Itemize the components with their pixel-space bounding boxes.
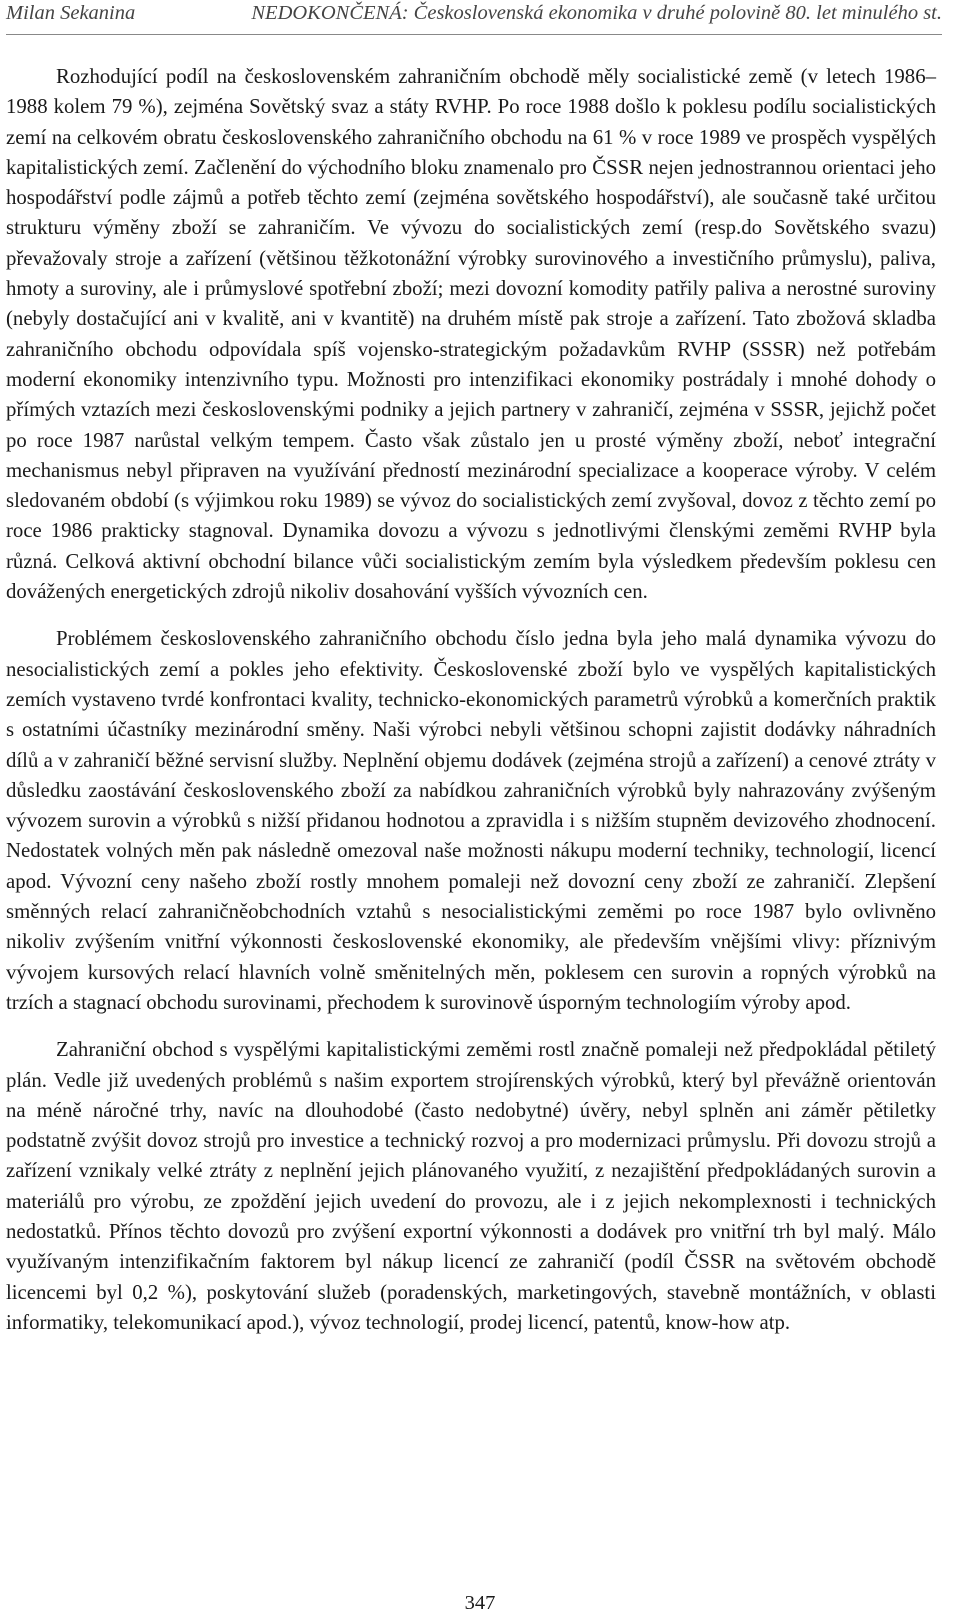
paragraph: Rozhodující podíl na československém zahraničním obchodě měly socialistické země (v letech 1986–1988 kolem 79 %), zejména Sovětský svaz a státy RVHP. Po roce 1988 došlo k poklesu podílu socialistických zemí na celkovém obratu československého zahraničního obchodu na 61 % v roce 1989 ve prospěch vyspělých kapitalistických zemí. Začlenění do východního bloku znamenalo pro ČSSR nejen jednostrannou orientaci jeho hospodářství podle zájmů a potřeb těchto zemí (zejména sovětského hospodářství), ale současně také určitou strukturu výměny zboží se zahraničím. Ve vývozu do socialistických zemí (resp.do Sovětského svazu) převažovaly stroje a zařízení (většinou těžkotonážní výrobky surovinového a investičního průmyslu), paliva, hmoty a suroviny, ale i průmyslové spotřební zboží; mezi dovozní komodity patřily paliva a nerostné suroviny (nebyly dostačující ani v kvalitě, ani v kvantitě) na druhém místě pak stroje a zařízení. Tato zbožová skladba zahraničního obchodu odpovídala spíš vojensko-strategickým požadavkům RVHP (SSSR) než potřebám moderní ekonomiky intenzivního typu. Možnosti pro intenzifikaci ekonomiky postrádaly i mnohé dohody o přímých vztazích mezi československými podniky a jejich partnery v zahraničí, zejména v SSSR, jejichž počet po roce 1987 narůstal velkým tempem. Často však zůstalo jen u prosté výměny zboží, neboť integrační mechanismus nebyl připraven na využívání předností mezinárodní specializace a kooperace výroby. V celém sledovaném období (s výjimkou roku 1989) se vývoz do socialistických zemí zvyšoval, dovoz z těchto zemí po roce 1986 prakticky stagnoval. Dynamika dovozu a vývozu s jednotlivými členskými zeměmi RVHP byla různá. Celková aktivní obchodní bilance vůči socialistickým zemím byla výsledkem především poklesu cen dovážených energetických zdrojů nikoliv dosahování vyšších vývozních cen.	[6, 65, 936, 604]
paragraph: Problémem československého zahraničního obchodu číslo jedna byla jeho malá dynamika vývozu do nesocialistických zemí a pokles jeho efektivity. Československé zboží bylo ve vyspělých kapitalistických zemích vystaveno tvrdé konfrontaci kvality, technicko-ekonomických parametrů výrobků a komerčních praktik s ostatními účastníky mezinárodní směny. Naši výrobci nebyli většinou schopni zajistit dodávky náhradních dílů a v zahraničí běžné servisní služby. Neplnění objemu dodávek (zejména strojů a zařízení) a cenové ztráty v důsledku zaostávání československého zboží za nabídkou zahraničních výrobků byly nahrazovány zvýšeným vývozem surovin a výrobků s nižší přidanou hodnotou a zpravidla i s nižším stupněm devizového zhodnocení. Nedostatek volných měn pak následně omezoval naše možnosti nákupu moderní techniky, technologií, licencí apod. Vývozní ceny našeho zboží rostly mnohem pomaleji než dovozní ceny zboží ze zahraničí. Zlepšení směnných relací zahraničněobchodních vztahů s nesocialistickými zeměmi po roce 1987 bylo ovlivněno nikoliv zvýšením vnitřní výkonnosti československé ekonomiky, ale především vnějšími vlivy: příznivým vývojem kursových relací hlavních volně směnitelných měn, poklesem cen surovin a ropných výrobků na trzích a stagnací obchodu surovinami, přechodem k surovinově úsporným technologiím výroby apod.	[6, 627, 936, 1014]
header-divider	[6, 34, 942, 35]
paragraph: Zahraniční obchod s vyspělými kapitalistickými zeměmi rostl značně pomaleji než předpokládal pětiletý plán. Vedle již uvedených problémů s našim exportem strojírenských výrobků, který byl převážně orientován na méně náročné trhy, navíc na dlouhodobé (často nedobytné) úvěry, nebyl splněn ani záměr pětiletky podstatně zvýšit dovoz strojů pro investice a technický rozvoj a pro modernizaci průmyslu. Při dovozu strojů a zařízení vznikaly velké ztráty z neplnění jejich plánovaného využití, z nezajištění předpokládaných surovin a materiálů pro výrobu, ze zpoždění jejich uvedení do provozu, ale i z jejich nekomplexnosti i technických nedostatků. Přínos těchto dovozů pro zvýšení exportní výkonnosti a dodávek pro vnitřní trh byl malý. Málo využívaným intenzifikačním faktorem byl nákup licencí ze zahraničí (podíl ČSSR na světovém obchodě licencemi byl 0,2 %), poskytování služeb (poradenských, marketingových, stavebně montážních, v oblasti informatiky, telekomunikací apod.), vývoz technologií, prodej licencí, patentů, know-how atp.	[6, 1038, 936, 1334]
header-title: NEDOKONČENÁ: Československá ekonomika v druhé polovině 80. let minulého st.	[251, 2, 942, 24]
body-text	[6, 62, 936, 1355]
header-author: Milan Sekanina	[6, 2, 136, 24]
page-number: 347	[464, 1592, 496, 1614]
running-header	[6, 2, 942, 25]
